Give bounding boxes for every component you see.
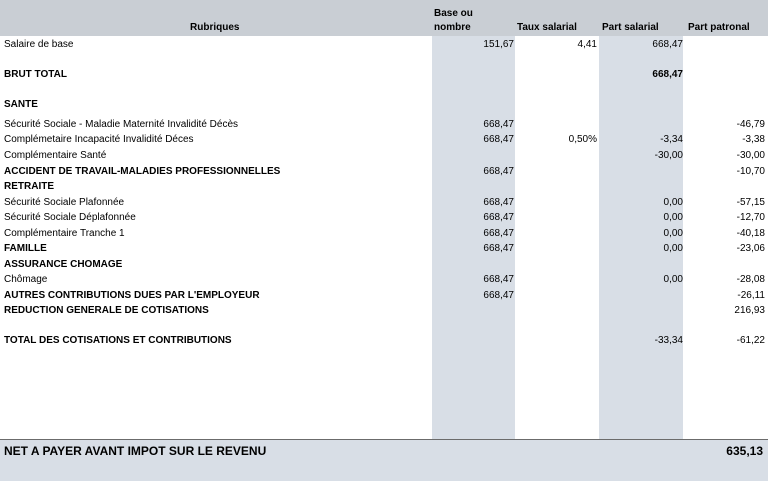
row-part-salarial: 0,00 (663, 212, 683, 223)
row-label: Sécurité Sociale Déplafonnée (4, 212, 136, 223)
row-taux: 4,41 (577, 39, 597, 50)
table-row (0, 288, 768, 303)
table-row (0, 67, 768, 82)
table-row (0, 210, 768, 225)
table-row (0, 195, 768, 210)
row-part-patronal: -28,08 (736, 274, 765, 285)
row-label: AUTRES CONTRIBUTIONS DUES PAR L'EMPLOYEUR (4, 290, 260, 301)
row-part-patronal: -46,79 (736, 119, 765, 130)
row-label: FAMILLE (4, 243, 47, 254)
row-taux: 0,50% (568, 134, 597, 145)
table-row (0, 303, 768, 318)
table-row (0, 333, 768, 348)
row-part-patronal: -10,70 (736, 166, 765, 177)
table-row (0, 241, 768, 256)
row-part-patronal: -57,15 (736, 197, 765, 208)
row-base: 668,47 (483, 134, 514, 145)
row-label: Sécurité Sociale - Maladie Maternité Invalidité Décès (4, 119, 238, 130)
row-part-salarial: -30,00 (654, 150, 683, 161)
row-part-patronal: -30,00 (736, 150, 765, 161)
header-rubriques: Rubriques (190, 22, 240, 33)
header-part-patronal: Part patronal (688, 22, 750, 33)
row-part-salarial: 0,00 (663, 197, 683, 208)
net-pay-value: 635,13 (726, 444, 763, 458)
table-row (0, 257, 768, 272)
header-base-line1: Base ou (434, 8, 473, 19)
row-part-salarial: -3,34 (660, 134, 683, 145)
table-row (0, 37, 768, 52)
row-base: 151,67 (483, 39, 514, 50)
row-label: ACCIDENT DE TRAVAIL-MALADIES PROFESSIONNELLES (4, 166, 281, 177)
row-label: Complémentaire Santé (4, 150, 107, 161)
row-label: Chômage (4, 274, 48, 285)
row-label: REDUCTION GENERALE DE COTISATIONS (4, 305, 209, 316)
row-base: 668,47 (483, 290, 514, 301)
row-base: 668,47 (483, 228, 514, 239)
row-part-salarial: 668,47 (652, 39, 683, 50)
net-pay-label: NET A PAYER AVANT IMPOT SUR LE REVENU (4, 444, 267, 458)
row-part-salarial: 0,00 (663, 228, 683, 239)
row-part-patronal: -3,38 (742, 134, 765, 145)
row-label: Complémentaire Tranche 1 (4, 228, 125, 239)
row-base: 668,47 (483, 166, 514, 177)
row-part-salarial: -33,34 (654, 335, 683, 346)
row-part-salarial: 668,47 (652, 69, 683, 80)
row-part-salarial: 0,00 (663, 243, 683, 254)
row-base: 668,47 (483, 274, 514, 285)
table-row (0, 179, 768, 194)
header-part-salarial: Part salarial (602, 22, 659, 33)
row-part-patronal: -61,22 (736, 335, 765, 346)
row-part-patronal: -40,18 (736, 228, 765, 239)
table-row (0, 97, 768, 112)
net-pay-bar (0, 439, 768, 481)
row-label: Complémetaire Incapacité Invalidité Déces (4, 134, 194, 145)
row-part-patronal: 216,93 (734, 305, 765, 316)
table-row (0, 148, 768, 163)
row-part-salarial: 0,00 (663, 274, 683, 285)
header-taux: Taux salarial (517, 22, 577, 33)
table-row (0, 164, 768, 179)
table-row (0, 272, 768, 287)
row-label: ASSURANCE CHOMAGE (4, 259, 123, 270)
row-base: 668,47 (483, 243, 514, 254)
row-part-patronal: -12,70 (736, 212, 765, 223)
row-part-patronal: -23,06 (736, 243, 765, 254)
table-header (0, 0, 768, 36)
table-row (0, 132, 768, 147)
row-base: 668,47 (483, 119, 514, 130)
row-part-patronal: -26,11 (737, 290, 765, 301)
row-label: Salaire de base (4, 39, 74, 50)
row-label: SANTE (4, 99, 38, 110)
row-base: 668,47 (483, 212, 514, 223)
row-label: RETRAITE (4, 181, 54, 192)
table-row (0, 117, 768, 132)
row-base: 668,47 (483, 197, 514, 208)
row-label: TOTAL DES COTISATIONS ET CONTRIBUTIONS (4, 335, 232, 346)
row-label: BRUT TOTAL (4, 69, 67, 80)
table-row (0, 226, 768, 241)
header-base-line2: nombre (434, 22, 471, 33)
row-label: Sécurité Sociale Plafonnée (4, 197, 125, 208)
